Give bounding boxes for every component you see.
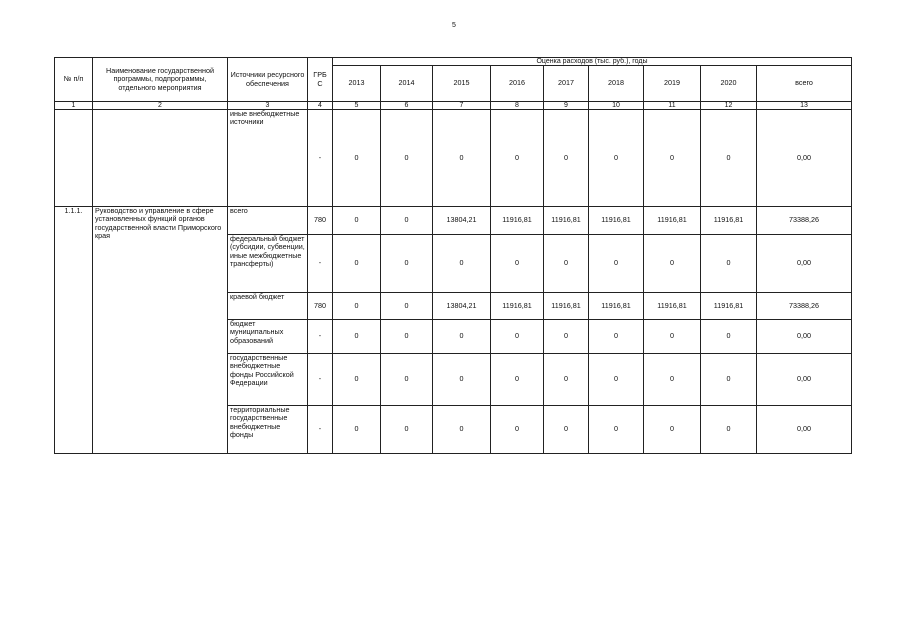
source-cell: территориальные государственные внебюджетные фонды [228, 406, 308, 454]
value-cell: 0 [701, 320, 757, 354]
value-cell: 0 [644, 406, 701, 454]
page-number: 5 [452, 22, 456, 29]
index-cell: 2 [93, 102, 228, 110]
header-year: 2014 [381, 66, 433, 102]
header-year: 2018 [589, 66, 644, 102]
source-cell: государственные внебюджетные фонды Российской Федерации [228, 354, 308, 406]
value-cell: 0 [644, 235, 701, 293]
value-cell: 0 [433, 406, 491, 454]
header-grbs: ГРБ С [308, 58, 333, 102]
source-cell: бюджет муниципальных образований [228, 320, 308, 354]
value-cell: 11916,81 [701, 293, 757, 320]
expense-table [54, 57, 852, 454]
index-cell: 11 [644, 102, 701, 110]
value-cell: 0 [589, 320, 644, 354]
index-cell: 1 [55, 102, 93, 110]
value-cell: 0 [381, 110, 433, 207]
item-name: Руководство и управление в сфере установленных функций органов государственной власти Приморского края [93, 207, 228, 454]
value-cell: 11916,81 [491, 293, 544, 320]
value-cell: 0 [544, 110, 589, 207]
index-row [55, 102, 852, 110]
value-cell: 0 [333, 207, 381, 235]
index-cell: 3 [228, 102, 308, 110]
header-year: 2015 [433, 66, 491, 102]
value-cell: 11916,81 [544, 293, 589, 320]
value-cell: 0 [333, 320, 381, 354]
value-cell: 0 [381, 293, 433, 320]
index-cell: 7 [433, 102, 491, 110]
index-cell: 10 [589, 102, 644, 110]
value-cell: 0 [491, 235, 544, 293]
value-cell: 73388,26 [757, 293, 852, 320]
row-number: 1.1.1. [55, 207, 93, 454]
value-cell: 0 [381, 354, 433, 406]
value-cell: 0 [644, 320, 701, 354]
value-cell: 0 [491, 354, 544, 406]
grbs-cell: 780 [308, 207, 333, 235]
value-cell: 0 [381, 207, 433, 235]
value-cell: 0 [544, 235, 589, 293]
value-cell: 11916,81 [644, 293, 701, 320]
value-cell: 0 [589, 110, 644, 207]
value-cell: 0 [381, 406, 433, 454]
value-cell: 0 [333, 235, 381, 293]
table-row [55, 207, 852, 235]
value-cell: 11916,81 [589, 207, 644, 235]
table-row [55, 110, 852, 207]
value-cell: 0 [433, 110, 491, 207]
grbs-cell: - [308, 406, 333, 454]
index-cell: 9 [544, 102, 589, 110]
index-cell: 6 [381, 102, 433, 110]
header-year: 2020 [701, 66, 757, 102]
value-cell: 0 [491, 320, 544, 354]
source-cell: всего [228, 207, 308, 235]
value-cell: 0,00 [757, 354, 852, 406]
value-cell: 0 [544, 406, 589, 454]
grbs-cell: - [308, 110, 333, 207]
index-cell: 13 [757, 102, 852, 110]
value-cell: 11916,81 [644, 207, 701, 235]
header-num: № п/п [55, 58, 93, 102]
value-cell: 0 [333, 354, 381, 406]
source-cell: краевой бюджет [228, 293, 308, 320]
header-year: 2013 [333, 66, 381, 102]
grbs-cell: - [308, 320, 333, 354]
value-cell: 0 [701, 354, 757, 406]
value-cell: 0 [381, 320, 433, 354]
index-cell: 12 [701, 102, 757, 110]
source-cell: иные внебюджетные источники [228, 110, 308, 207]
value-cell: 0 [333, 110, 381, 207]
value-cell: 0,00 [757, 235, 852, 293]
index-cell: 4 [308, 102, 333, 110]
value-cell: 0 [381, 235, 433, 293]
value-cell: 0 [491, 406, 544, 454]
value-cell: 0 [433, 320, 491, 354]
value-cell: 0 [433, 354, 491, 406]
value-cell: 0 [491, 110, 544, 207]
value-cell: 0 [644, 110, 701, 207]
header-year: 2016 [491, 66, 544, 102]
grbs-cell: 780 [308, 293, 333, 320]
value-cell: 0 [433, 235, 491, 293]
value-cell: 0 [701, 110, 757, 207]
value-cell: 11916,81 [491, 207, 544, 235]
header-total: всего [757, 66, 852, 102]
value-cell: 0 [589, 354, 644, 406]
grbs-cell: - [308, 354, 333, 406]
grbs-cell: - [308, 235, 333, 293]
value-cell: 11916,81 [589, 293, 644, 320]
value-cell: 0,00 [757, 110, 852, 207]
index-cell: 5 [333, 102, 381, 110]
value-cell: 11916,81 [701, 207, 757, 235]
header-year: 2019 [644, 66, 701, 102]
header-estimate: Оценка расходов (тыс. руб.), годы [333, 58, 852, 66]
header-year: 2017 [544, 66, 589, 102]
value-cell: 73388,26 [757, 207, 852, 235]
value-cell: 0 [589, 235, 644, 293]
value-cell: 0,00 [757, 406, 852, 454]
value-cell: 11916,81 [544, 207, 589, 235]
value-cell: 0 [544, 354, 589, 406]
value-cell: 13804,21 [433, 293, 491, 320]
index-cell: 8 [491, 102, 544, 110]
value-cell: 0 [644, 354, 701, 406]
value-cell: 0 [701, 235, 757, 293]
value-cell: 0 [589, 406, 644, 454]
value-cell: 0 [333, 293, 381, 320]
source-cell: федеральный бюджет (субсидии, субвенции, иные межбюджетные трансферты) [228, 235, 308, 293]
value-cell: 0 [544, 320, 589, 354]
header-sources: Источники ресурсного обеспечения [228, 58, 308, 102]
value-cell: 13804,21 [433, 207, 491, 235]
value-cell: 0 [701, 406, 757, 454]
value-cell: 0,00 [757, 320, 852, 354]
value-cell: 0 [333, 406, 381, 454]
header-name: Наименование государственной программы, подпрограммы, отдельного мероприятия [93, 58, 228, 102]
